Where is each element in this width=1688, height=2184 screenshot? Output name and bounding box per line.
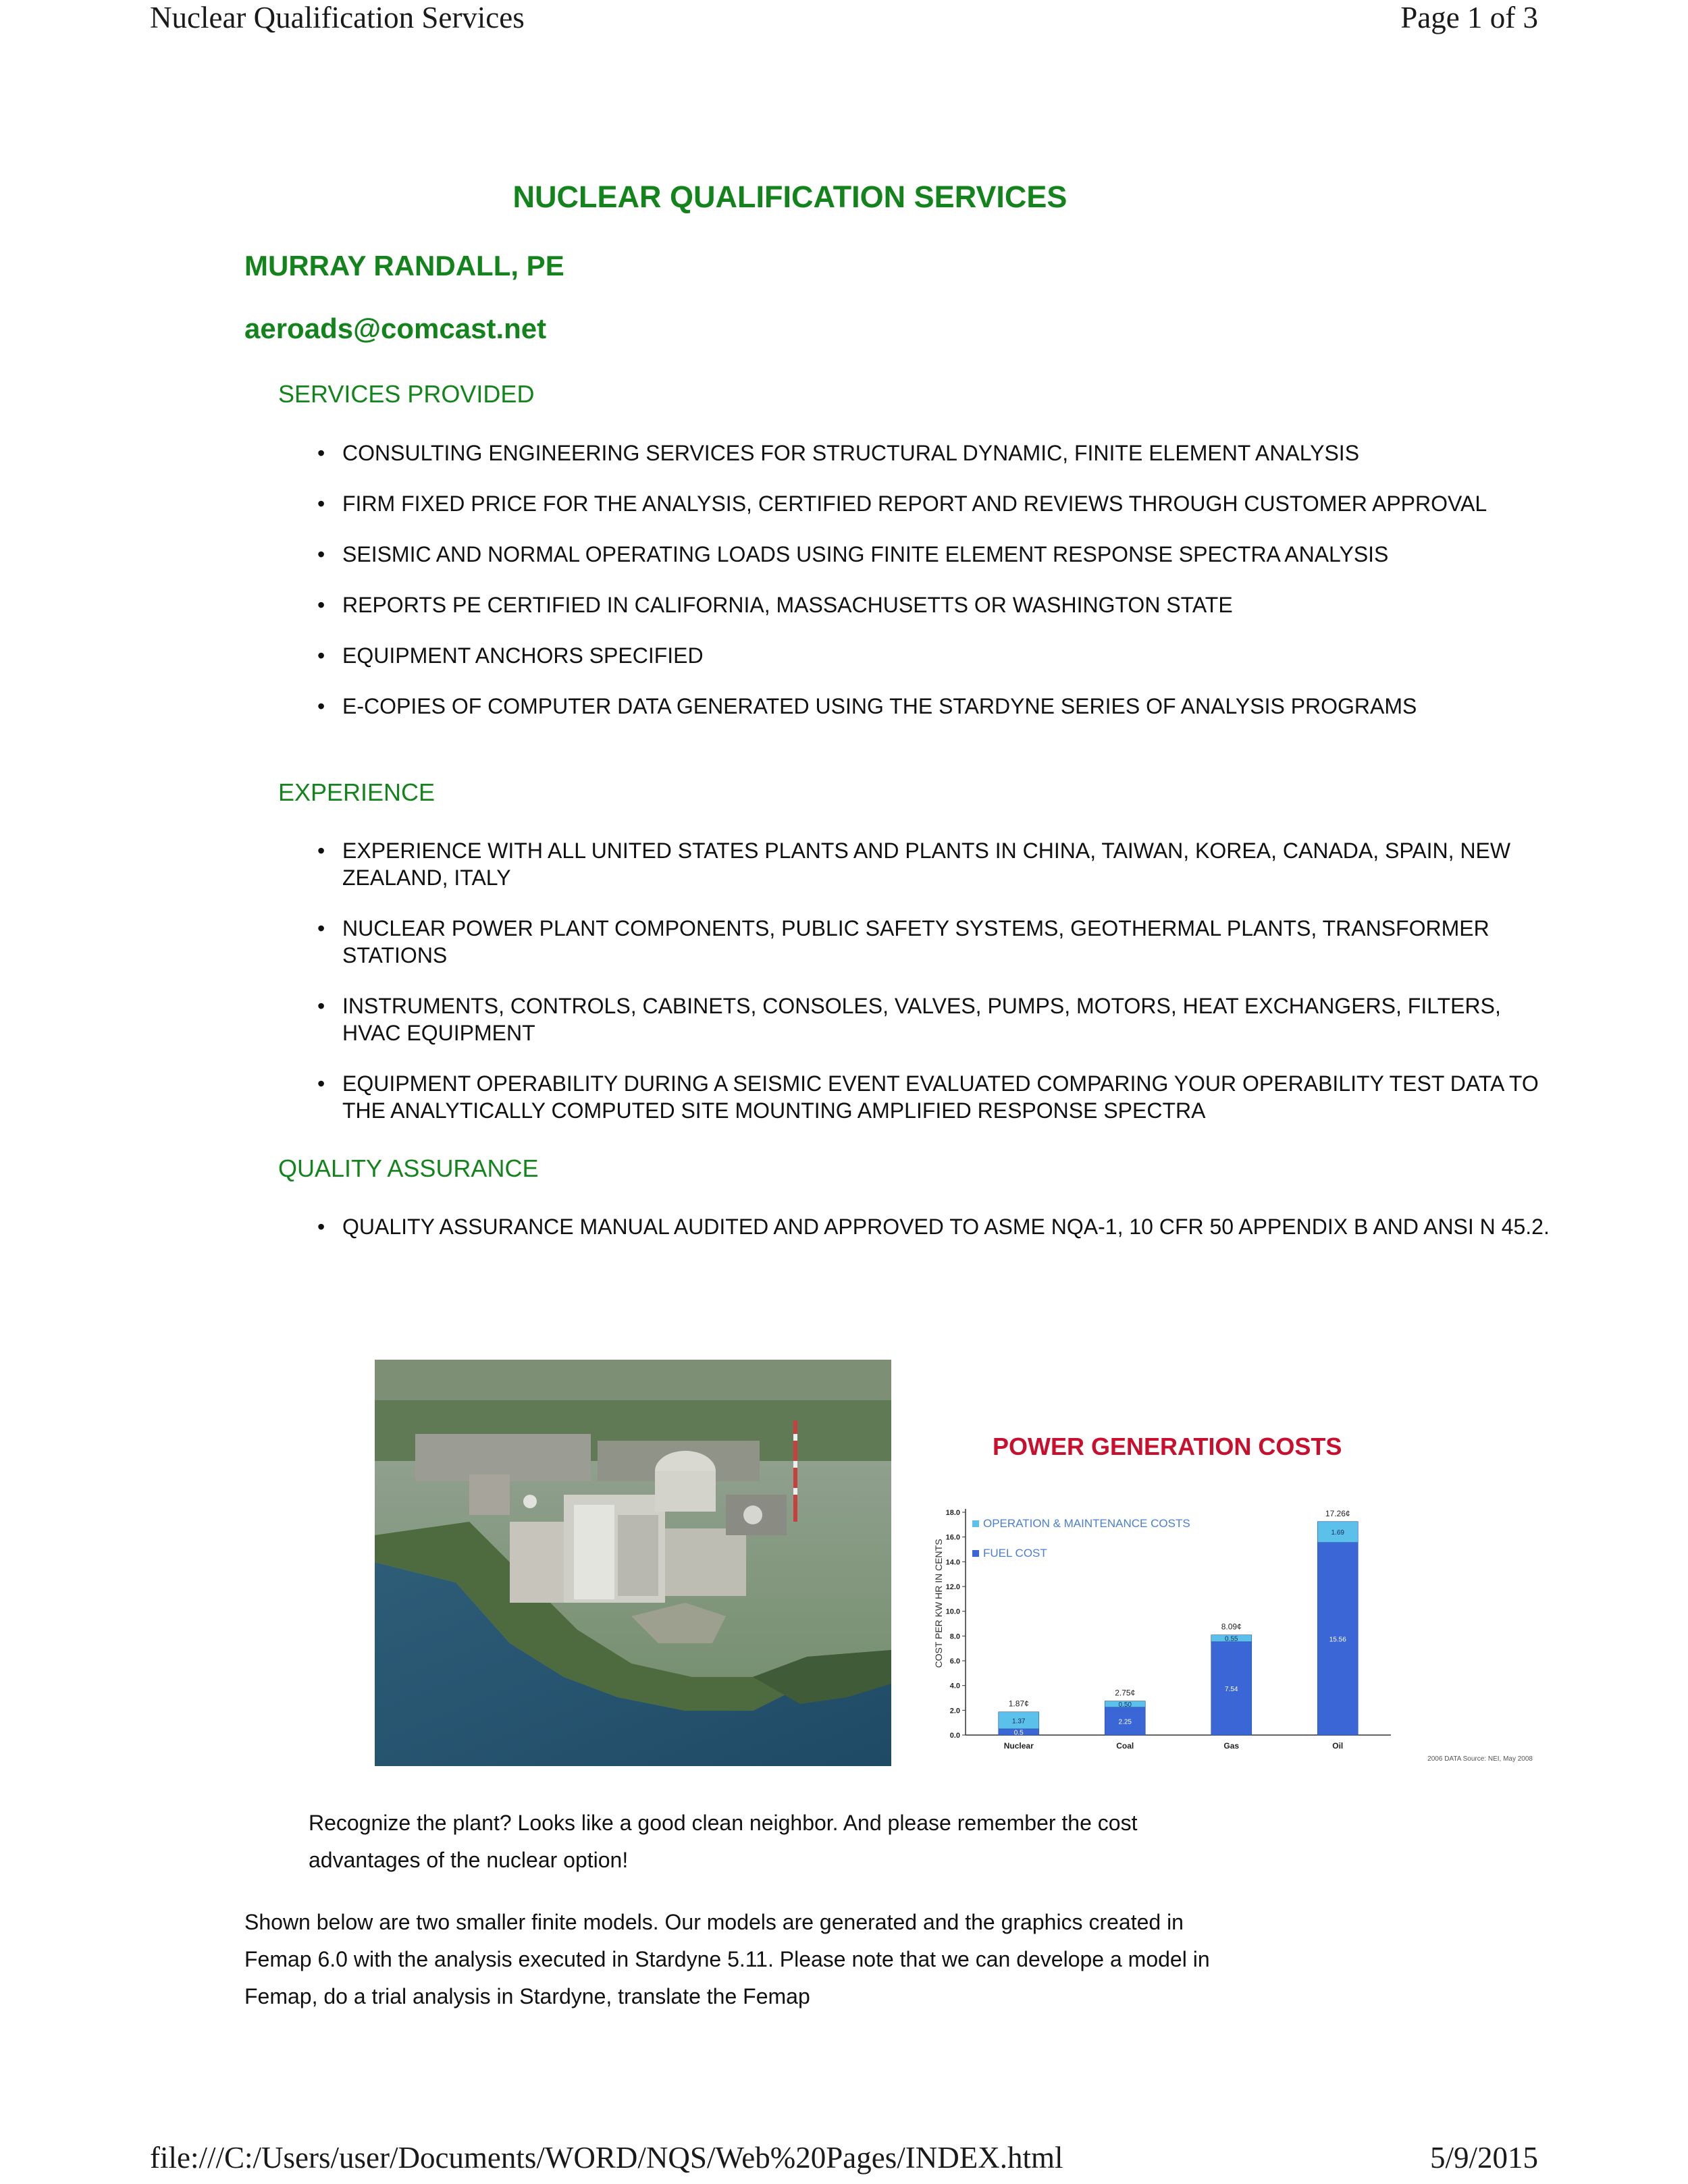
y-tick-label: 16.0	[945, 1533, 960, 1542]
header-title: Nuclear Qualification Services	[150, 1, 525, 34]
chart-svg	[918, 1370, 1539, 1776]
list-item: • NUCLEAR POWER PLANT COMPONENTS, PUBLIC SAFETY SYSTEMS, GEOTHERMAL PLANTS, TRANSFORMER STATIONS	[317, 915, 1553, 969]
page-title: NUCLEAR QUALIFICATION SERVICES	[512, 180, 1067, 214]
list-item: • EXPERIENCE WITH ALL UNITED STATES PLANTS AND PLANTS IN CHINA, TAIWAN, KOREA, CANADA, SPAIN, NEW ZEALAND, ITALY	[317, 837, 1553, 891]
page-number: Page 1 of 3	[1400, 1, 1538, 34]
y-tick-label: 8.0	[949, 1632, 960, 1641]
list-item: • FIRM FIXED PRICE FOR THE ANALYSIS, CERTIFIED REPORT AND REVIEWS THROUGH CUSTOMER APPROVAL	[317, 490, 1553, 517]
y-tick-label: 6.0	[949, 1657, 960, 1666]
y-tick-label: 2.0	[949, 1707, 960, 1715]
bar-value-label: 0.50	[1118, 1701, 1132, 1709]
body-paragraph: Shown below are two smaller finite models. Our models are generated and the graphics created in Femap 6.0 with the analysis executed in Stardyne 5.11. Please note that we can develope a model in Femap, do a trial analysis in Stardyne, translate the Femap	[244, 1910, 1210, 2008]
section-heading-experience: EXPERIENCE	[278, 778, 436, 806]
x-category-label: Coal	[1116, 1741, 1134, 1751]
chart-y-label: COST PER KW HR IN CENTS	[933, 1539, 944, 1668]
bar-total-label: 2.75¢	[1115, 1688, 1136, 1698]
legend-swatch	[972, 1550, 979, 1557]
list-item: • E-COPIES OF COMPUTER DATA GENERATED USING THE STARDYNE SERIES OF ANALYSIS PROGRAMS	[317, 693, 1553, 720]
footer-date: 5/9/2015	[1429, 2141, 1538, 2175]
y-tick-label: 10.0	[945, 1607, 960, 1616]
y-tick-label: 14.0	[945, 1558, 960, 1567]
bar-value-label: 7.54	[1225, 1685, 1238, 1693]
x-category-label: Nuclear	[1003, 1741, 1034, 1751]
y-tick-label: 0.0	[949, 1732, 960, 1740]
y-tick-label: 12.0	[945, 1583, 960, 1591]
plant-aerial-photo	[375, 1360, 891, 1766]
list-item: • CONSULTING ENGINEERING SERVICES FOR STRUCTURAL DYNAMIC, FINITE ELEMENT ANALYSIS	[317, 440, 1553, 467]
chart-title: POWER GENERATION COSTS	[993, 1433, 1342, 1460]
power-cost-chart	[918, 1370, 1539, 1776]
email-link[interactable]: aeroads@comcast.net	[244, 313, 547, 344]
bar-value-label: 15.56	[1329, 1636, 1346, 1644]
y-tick-label: 18.0	[945, 1509, 960, 1517]
quality-list	[317, 1213, 1553, 1264]
services-list	[317, 440, 1553, 743]
list-item: • SEISMIC AND NORMAL OPERATING LOADS USING FINITE ELEMENT RESPONSE SPECTRA ANALYSIS	[317, 541, 1553, 568]
footer-file-path: file:///C:/Users/user/Documents/WORD/NQS/Web%20Pages/INDEX.html	[150, 2141, 1063, 2175]
bar-value-label: 2.25	[1118, 1718, 1132, 1726]
section-heading-quality: QUALITY ASSURANCE	[278, 1154, 539, 1182]
x-category-label: Oil	[1332, 1741, 1344, 1751]
list-item: • INSTRUMENTS, CONTROLS, CABINETS, CONSOLES, VALVES, PUMPS, MOTORS, HEAT EXCHANGERS, FILTERS, HVAC EQUIPMENT	[317, 992, 1553, 1046]
x-category-label: Gas	[1223, 1741, 1240, 1751]
legend-swatch	[972, 1520, 979, 1527]
photo-caption: Recognize the plant? Looks like a good clean neighbor. And please remember the cost advantages of the nuclear option!	[309, 1811, 1138, 1872]
bar-value-label: 0.55	[1225, 1635, 1238, 1643]
section-heading-services: SERVICES PROVIDED	[278, 380, 535, 408]
bar-total-label: 8.09¢	[1221, 1622, 1242, 1632]
legend-label: FUEL COST	[983, 1547, 1047, 1560]
bar-value-label: 0.5	[1013, 1729, 1024, 1737]
bar-value-label: 1.37	[1012, 1717, 1026, 1726]
list-item: • EQUIPMENT ANCHORS SPECIFIED	[317, 642, 1553, 669]
bar-total-label: 1.87¢	[1008, 1699, 1029, 1709]
bar-total-label: 17.26¢	[1325, 1508, 1350, 1518]
legend-label: OPERATION & MAINTENANCE COSTS	[983, 1517, 1190, 1530]
bar-value-label: 1.69	[1331, 1529, 1344, 1537]
y-tick-label: 4.0	[949, 1682, 960, 1690]
list-item: • REPORTS PE CERTIFIED IN CALIFORNIA, MASSACHUSETTS OR WASHINGTON STATE	[317, 591, 1553, 618]
author-name: MURRAY RANDALL, PE	[244, 250, 564, 282]
chart-footnote: 2006 DATA Source: NEI, May 2008	[1427, 1755, 1533, 1763]
list-item: • EQUIPMENT OPERABILITY DURING A SEISMIC EVENT EVALUATED COMPARING YOUR OPERABILITY TEST DATA TO THE ANALYTICALLY COMPUTED SITE MOUNTING AMPLIFIED RESPONSE SPECTRA	[317, 1070, 1553, 1124]
experience-list	[317, 837, 1553, 1148]
list-item: • QUALITY ASSURANCE MANUAL AUDITED AND APPROVED TO ASME NQA-1, 10 CFR 50 APPENDIX B AND ANSI N 45.2.	[317, 1213, 1553, 1240]
